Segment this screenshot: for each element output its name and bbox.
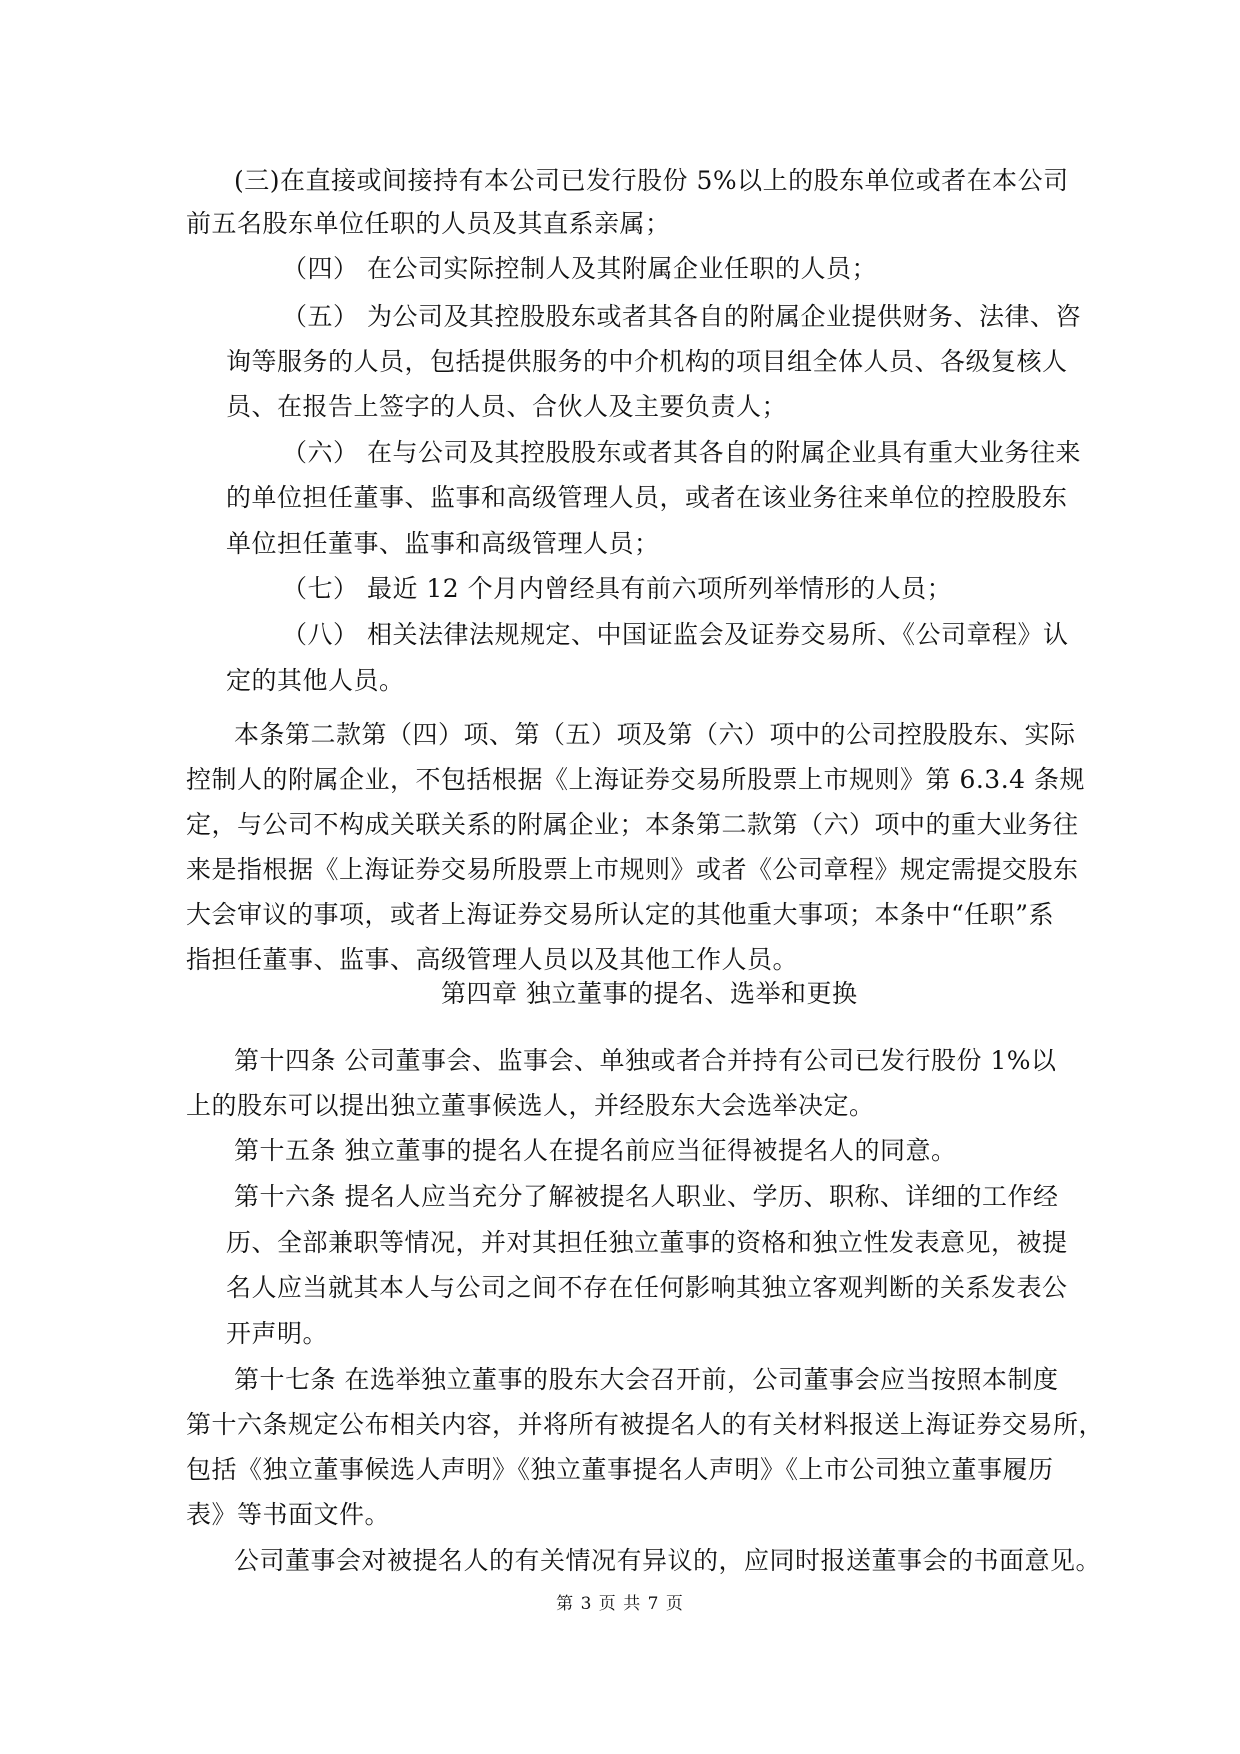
text-line: 来是指根据《上海证券交易所股票上市规则》或者《公司章程》规定需提交股东 bbox=[186, 855, 1079, 884]
text-line: 上的股东可以提出独立董事候选人，并经股东大会选举决定。 bbox=[186, 1091, 875, 1120]
text-line: 定，与公司不构成关联关系的附属企业；本条第二款第（六）项中的重大业务往 bbox=[186, 810, 1079, 839]
text-line: 第十六条规定公布相关内容，并将所有被提名人的有关材料报送上海证券交易所， bbox=[186, 1410, 1105, 1439]
text-line: （四） 在公司实际控制人及其附属企业任职的人员； bbox=[282, 254, 877, 283]
text-line: 名人应当就其本人与公司之间不存在任何影响其独立客观判断的关系发表公 bbox=[226, 1273, 1068, 1302]
text-line: 的单位担任董事、监事和高级管理人员，或者在该业务往来单位的控股股东 bbox=[226, 483, 1068, 512]
text-line: 前五名股东单位任职的人员及其直系亲属； bbox=[186, 209, 671, 238]
text-line: 第十七条 在选举独立董事的股东大会召开前，公司董事会应当按照本制度 bbox=[234, 1365, 1059, 1394]
text-line: 第十四条 公司董事会、监事会、单独或者合并持有公司已发行股份 1%以 bbox=[234, 1046, 1057, 1075]
text-line: 包括《独立董事候选人声明》《独立董事提名人声明》《上市公司独立董事履历 bbox=[186, 1455, 1054, 1484]
text-line: 本条第二款第（四）项、第（五）项及第（六）项中的公司控股股东、实际 bbox=[234, 720, 1076, 749]
text-line: 公司董事会对被提名人的有关情况有异议的，应同时报送董事会的书面意见。 bbox=[234, 1546, 1102, 1575]
chapter-heading: 第四章 独立董事的提名、选举和更换 bbox=[441, 979, 858, 1008]
text-line: 表》等书面文件。 bbox=[186, 1500, 391, 1529]
page-footer: 第 3 页 共 7 页 bbox=[556, 1594, 684, 1614]
text-line: 员、在报告上签字的人员、合伙人及主要负责人； bbox=[226, 392, 788, 421]
text-line: （七） 最近 12 个月内曾经具有前六项所列举情形的人员； bbox=[282, 574, 953, 603]
text-line: 第十六条 提名人应当充分了解被提名人职业、学历、职称、详细的工作经 bbox=[234, 1182, 1059, 1211]
text-line: 第十五条 独立董事的提名人在提名前应当征得被提名人的同意。 bbox=[234, 1136, 957, 1165]
text-line: 单位担任董事、监事和高级管理人员； bbox=[226, 529, 660, 558]
text-line: 询等服务的人员，包括提供服务的中介机构的项目组全体人员、各级复核人 bbox=[226, 347, 1068, 376]
text-line: (三)在直接或间接持有本公司已发行股份 5%以上的股东单位或者在本公司 bbox=[234, 166, 1069, 195]
text-line: 指担任董事、监事、高级管理人员以及其他工作人员。 bbox=[186, 945, 799, 974]
text-line: 定的其他人员。 bbox=[226, 666, 405, 695]
text-line: 历、全部兼职等情况，并对其担任独立董事的资格和独立性发表意见，被提 bbox=[226, 1228, 1068, 1257]
text-line: 控制人的附属企业，不包括根据《上海证券交易所股票上市规则》第 6.3.4 条规 bbox=[186, 765, 1086, 794]
text-line: （六） 在与公司及其控股股东或者其各自的附属企业具有重大业务往来 bbox=[282, 438, 1081, 467]
text-line: （五） 为公司及其控股股东或者其各自的附属企业提供财务、法律、咨 bbox=[282, 302, 1081, 331]
text-line: 大会审议的事项，或者上海证券交易所认定的其他重大事项；本条中“任职”系 bbox=[186, 900, 1055, 929]
text-line: 开声明。 bbox=[226, 1319, 329, 1348]
text-line: （八） 相关法律法规规定、中国证监会及证券交易所、《公司章程》认 bbox=[282, 620, 1069, 649]
